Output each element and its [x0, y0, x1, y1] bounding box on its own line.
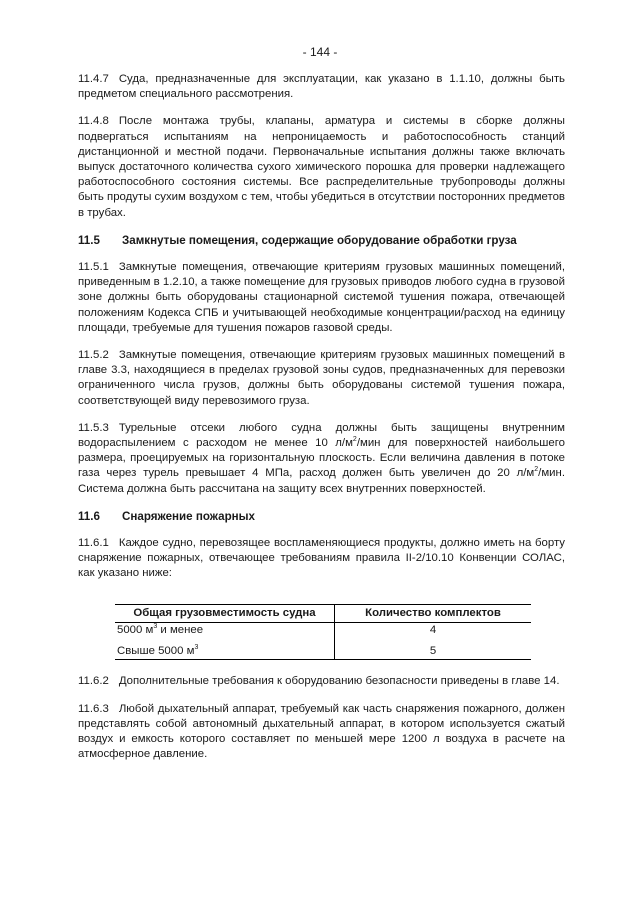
- paragraph-number: 11.5.1: [78, 261, 109, 274]
- paragraph-text: Дополнительные требования к оборудованию безопасности приведены в главе 14.: [118, 675, 560, 688]
- paragraph-number: 11.6.3: [78, 702, 109, 715]
- paragraph-text: Замкнутые помещения, отвечающие критериям грузовых машинных помещений, приведенным в 1.2.10, а также помещение для грузовых приводов любого судна в грузовой зоне должны быть оборудованы стационарной системой тушения пожара, отвечающей положениям Кодекса СПБ и учитывающей необходимые концентрации/расход на единицу площади, требуемые для тушения пожаров газовой среды.: [78, 261, 565, 334]
- paragraph-text: Каждое судно, перевозящее воспламеняющиеся продукты, должно иметь на борту снаряжение пожарных, отвечающее требованиям правила II-2/10.10 Конвенции СОЛАС, как указано ниже:: [78, 537, 565, 580]
- superscript: 2: [352, 436, 357, 444]
- table-cell-tonnage: Свыше 5000 $м^3$: [115, 638, 335, 660]
- paragraph-number: 11.6.1: [78, 537, 109, 550]
- superscript: 2: [534, 466, 539, 474]
- paragraph-number: 11.6.2: [78, 675, 109, 688]
- section-title: Замкнутые помещения, содержащие оборудование обработки груза: [122, 233, 517, 247]
- paragraph-11-4-7: [78, 72, 565, 102]
- paragraph-11-6-3: [78, 702, 565, 763]
- document-body: [78, 72, 565, 774]
- table-cell-sets: 4: [429, 623, 437, 636]
- firefighter-outfits-table-wrapper: [115, 604, 531, 661]
- paragraph-11-4-8: [78, 114, 565, 220]
- table-cell-sets: 5: [335, 638, 532, 660]
- paragraph-11-6-1: [78, 536, 565, 582]
- paragraph-text: Турельные отсеки любого судна должны быть защищены внутренним водораспылением с расходом не менее 10 л/м: [78, 421, 565, 450]
- paragraph-number: 11.5.2: [78, 349, 109, 362]
- table-row: [115, 622, 531, 638]
- paragraph-text: Суда, предназначенные для эксплуатации, как указано в 1.1.10, должны быть предметом специального рассмотрения.: [78, 73, 565, 101]
- table-header-row: [115, 604, 531, 622]
- section-heading-11-6: [78, 509, 565, 524]
- paragraph-text: После монтажа трубы, клапаны, арматура и системы в сборке должны подвергаться испытаниям на непроницаемость и работоспособность станций дистанционной и местной подачи. Первоначальные испытания должны также включать выпуск достаточного количества сухого химического порошка для проверки надлежащего работоспособного состояния системы. Все распределительные трубопроводы должны быть продуты сухим воздухом с тем, чтобы убедиться в отсутствии посторонних предметов в трубах.: [78, 115, 565, 219]
- column-header-sets: Количество комплектов: [335, 604, 532, 622]
- page-number: - 144 -: [302, 45, 338, 59]
- paragraph-11-5-2: [78, 348, 565, 409]
- paragraph-text: Любой дыхательный аппарат, требуемый как часть снаряжения пожарного, должен представлять собой автономный дыхательный аппарат, в котором используется сжатый воздух и емкость которого составляет по меньшей мере 1200 л воздуха в расчете на атмосферное давление.: [78, 702, 565, 761]
- paragraph-number: 11.4.8: [78, 115, 109, 128]
- paragraph-number: 11.5.3: [78, 421, 109, 434]
- section-number: 11.6: [78, 509, 100, 523]
- section-title: Снаряжение пожарных: [122, 509, 256, 523]
- paragraph-11-5-3: [78, 421, 565, 497]
- paragraph-11-6-2: [78, 674, 565, 689]
- paragraph-text: /мин для поверхностей наибольшего размера, проецируемых на горизонтальную плоскость. Если величина давления в потоке газа через турель превышает 4 МПа, расход должен быть увеличен до 20 л/м: [78, 437, 566, 480]
- paragraph-text: /мин. Система должна быть рассчитана на защиту всех внутренних поверхностей.: [78, 467, 565, 495]
- paragraph-text: Замкнутые помещения, отвечающие критериям грузовых машинных помещений в главе 3.3, находящиеся в пределах грузовой зоны судов, предназначенных для перевозки ограниченного числа грузов, должны быть оборудованы системой тушения пожара, соответствующей виду перевозимого груза.: [78, 349, 565, 407]
- paragraph-number: 11.4.7: [78, 73, 109, 85]
- section-heading-11-5: [78, 233, 565, 248]
- section-number: 11.5: [78, 233, 100, 247]
- paragraph-11-5-1: [78, 260, 565, 336]
- table-row: [115, 638, 531, 660]
- table-cell-tonnage: 5000 $м^3$ и менее: [115, 622, 335, 638]
- firefighter-outfits-table: [115, 604, 531, 661]
- column-header-tonnage: Общая грузовместимость судна: [115, 604, 335, 622]
